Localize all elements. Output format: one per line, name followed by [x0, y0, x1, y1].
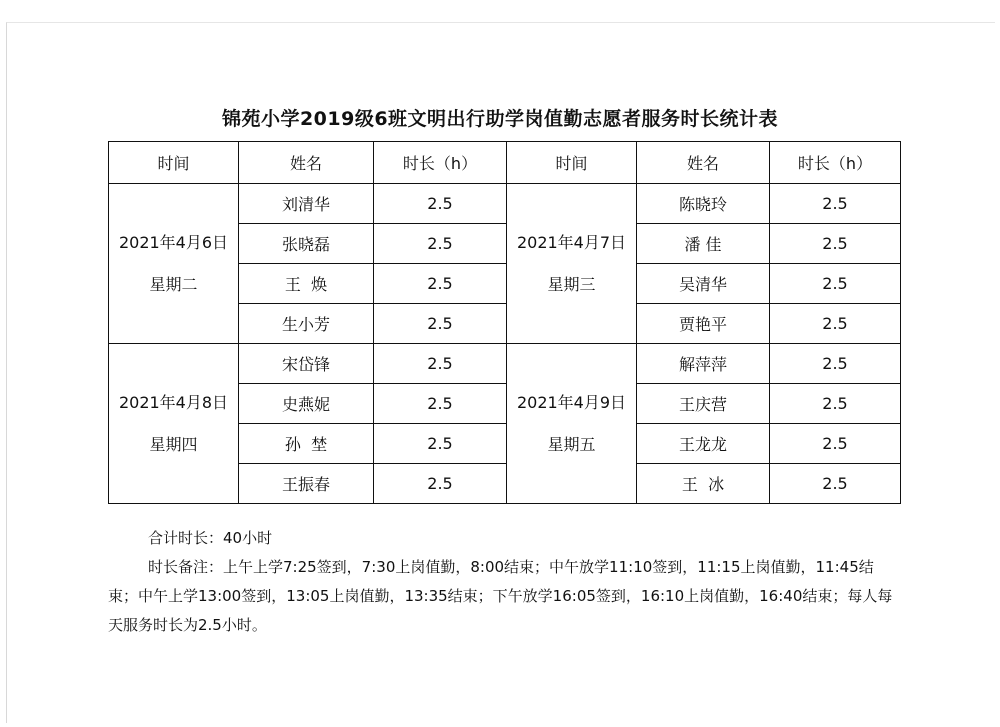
name-cell: 潘 佳 — [637, 224, 770, 264]
name-cell: 陈晓玲 — [637, 184, 770, 224]
name-cell: 刘清华 — [239, 184, 374, 224]
date-cell — [507, 184, 637, 344]
weekday-label: 星期三 — [547, 274, 596, 294]
header-hours-right: 时长（h） — [770, 142, 901, 184]
name-cell: 王振春 — [239, 464, 374, 504]
date-cell — [109, 184, 239, 344]
table-row — [109, 184, 901, 224]
name-cell: 宋岱锋 — [239, 344, 374, 384]
name-cell: 张晓磊 — [239, 224, 374, 264]
date-label: 2021年4月6日 — [118, 232, 229, 252]
date-label: 2021年4月9日 — [516, 392, 627, 412]
duty-hours-table — [108, 141, 901, 504]
hours-cell: 2.5 — [770, 384, 901, 424]
hours-cell: 2.5 — [770, 424, 901, 464]
weekday-label: 星期五 — [547, 434, 596, 454]
date-label: 2021年4月8日 — [118, 392, 229, 412]
hours-cell: 2.5 — [374, 304, 507, 344]
weekday-label: 星期二 — [149, 274, 198, 294]
name-cell: 吴清华 — [637, 264, 770, 304]
name-cell: 孙 埜 — [239, 424, 374, 464]
total-hours: 合计时长：40小时 — [148, 529, 273, 547]
header-name-right: 姓名 — [637, 142, 770, 184]
header-time-right: 时间 — [507, 142, 637, 184]
name-cell: 生小芳 — [239, 304, 374, 344]
hours-cell: 2.5 — [770, 184, 901, 224]
header-row — [109, 142, 901, 184]
hours-cell: 2.5 — [374, 224, 507, 264]
date-label: 2021年4月7日 — [516, 232, 627, 252]
name-cell: 史燕妮 — [239, 384, 374, 424]
hours-cell: 2.5 — [374, 464, 507, 504]
header-hours-left: 时长（h） — [374, 142, 507, 184]
hours-cell: 2.5 — [374, 384, 507, 424]
hours-cell: 2.5 — [374, 184, 507, 224]
name-cell: 王龙龙 — [637, 424, 770, 464]
name-cell: 贾艳平 — [637, 304, 770, 344]
date-cell — [109, 344, 239, 504]
name-cell: 王庆营 — [637, 384, 770, 424]
hours-cell: 2.5 — [770, 344, 901, 384]
document-title: 锦苑小学2019级6班文明出行助学岗值勤志愿者服务时长统计表 — [221, 108, 779, 130]
name-cell: 王 焕 — [239, 264, 374, 304]
hours-cell: 2.5 — [770, 304, 901, 344]
hours-cell: 2.5 — [374, 264, 507, 304]
weekday-label: 星期四 — [149, 434, 198, 454]
notes-section — [108, 524, 900, 640]
date-cell — [507, 344, 637, 504]
table-row — [109, 344, 901, 384]
name-cell: 解萍萍 — [637, 344, 770, 384]
hours-cell: 2.5 — [770, 264, 901, 304]
header-time-left: 时间 — [109, 142, 239, 184]
hours-cell: 2.5 — [770, 224, 901, 264]
hours-cell: 2.5 — [770, 464, 901, 504]
header-name-left: 姓名 — [239, 142, 374, 184]
hours-cell: 2.5 — [374, 424, 507, 464]
hours-cell: 2.5 — [374, 344, 507, 384]
time-remark: 时长备注：上午上学7:25签到，7:30上岗值勤，8:00结束；中午放学11:10签到，11:15上岗值勤，11:45结束；中午上学13:00签到，13:05上岗值勤，13:35结束；下午放学16:05签到，16:10上岗值勤，16:40结束；每人每天服务时长为2.5小时。 — [108, 558, 893, 634]
name-cell: 王 冰 — [637, 464, 770, 504]
